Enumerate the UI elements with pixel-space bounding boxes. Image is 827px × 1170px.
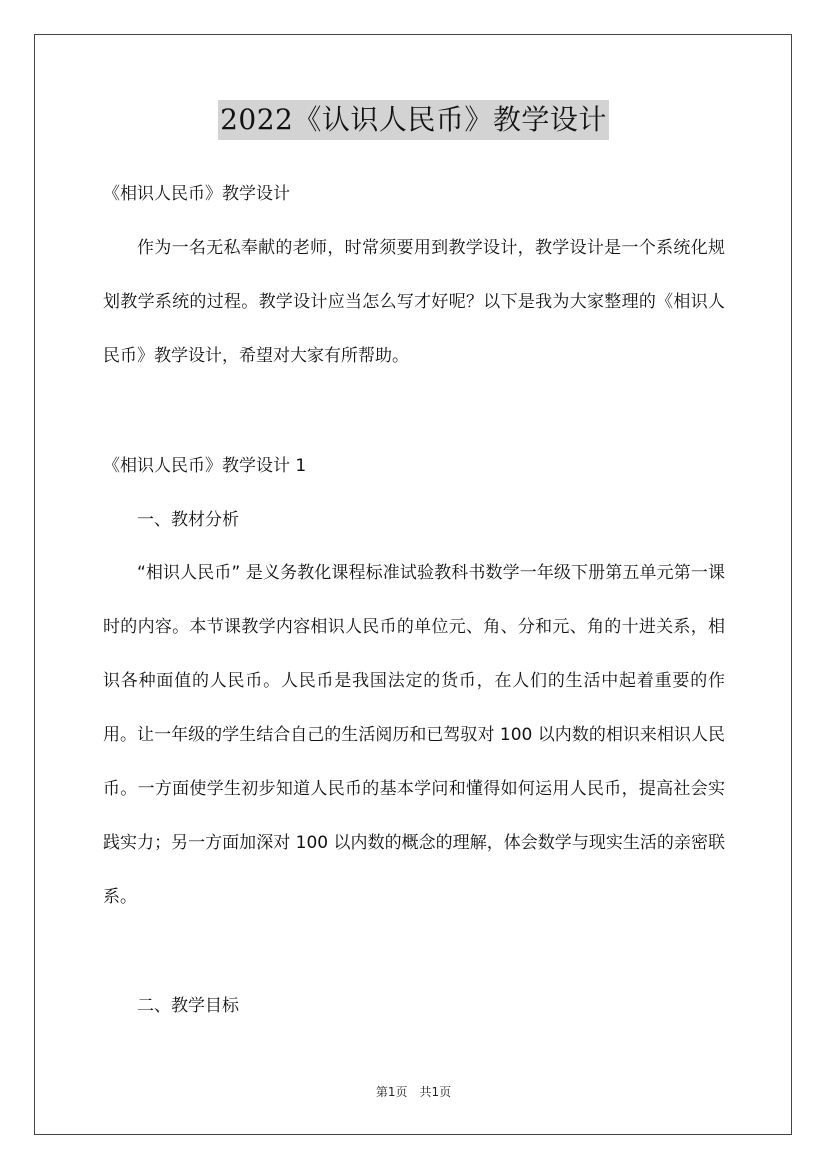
heading-textbook-analysis: 一、教材分析 — [137, 510, 239, 530]
section-title: 《相识人民币》教学设计 1 — [103, 456, 307, 476]
intro-paragraph: 作为一名无私奉献的老师，时常须要用到教学设计，教学设计是一个系统化规划教学系统的过程。教学设计应当怎么写才好呢？以下是我为大家整理的《相识人民币》教学设计，希望对大家有所帮助。 — [103, 238, 725, 366]
title-container — [0, 100, 827, 140]
document-subtitle: 《相识人民币》教学设计 — [103, 184, 290, 204]
document-title: 2022《认识人民币》教学设计 — [218, 100, 609, 140]
page-footer: 第1页 共1页 — [375, 1085, 452, 1099]
heading-teaching-goals: 二、教学目标 — [137, 996, 239, 1016]
textbook-analysis-paragraph: “相识人民币” 是义务教化课程标准试验教科书数学一年级下册第五单元第一课时的内容。本节课教学内容相识人民币的单位元、角、分和元、角的十进关系，相识各种面值的人民币。人民币是我国法定的货币，在人们的生活中起着重要的作用。让一年级的学生结合自己的生活阅历和已驾驭对 100 以内数的相识来相识人民币。一方面使学生初步知道人民币的基本学问和懂得如何运用人民币，提高社会实践实力；另一方面加深对 100 以内数的概念的理解，体会数学与现实生活的亲密联系。 — [103, 563, 725, 907]
